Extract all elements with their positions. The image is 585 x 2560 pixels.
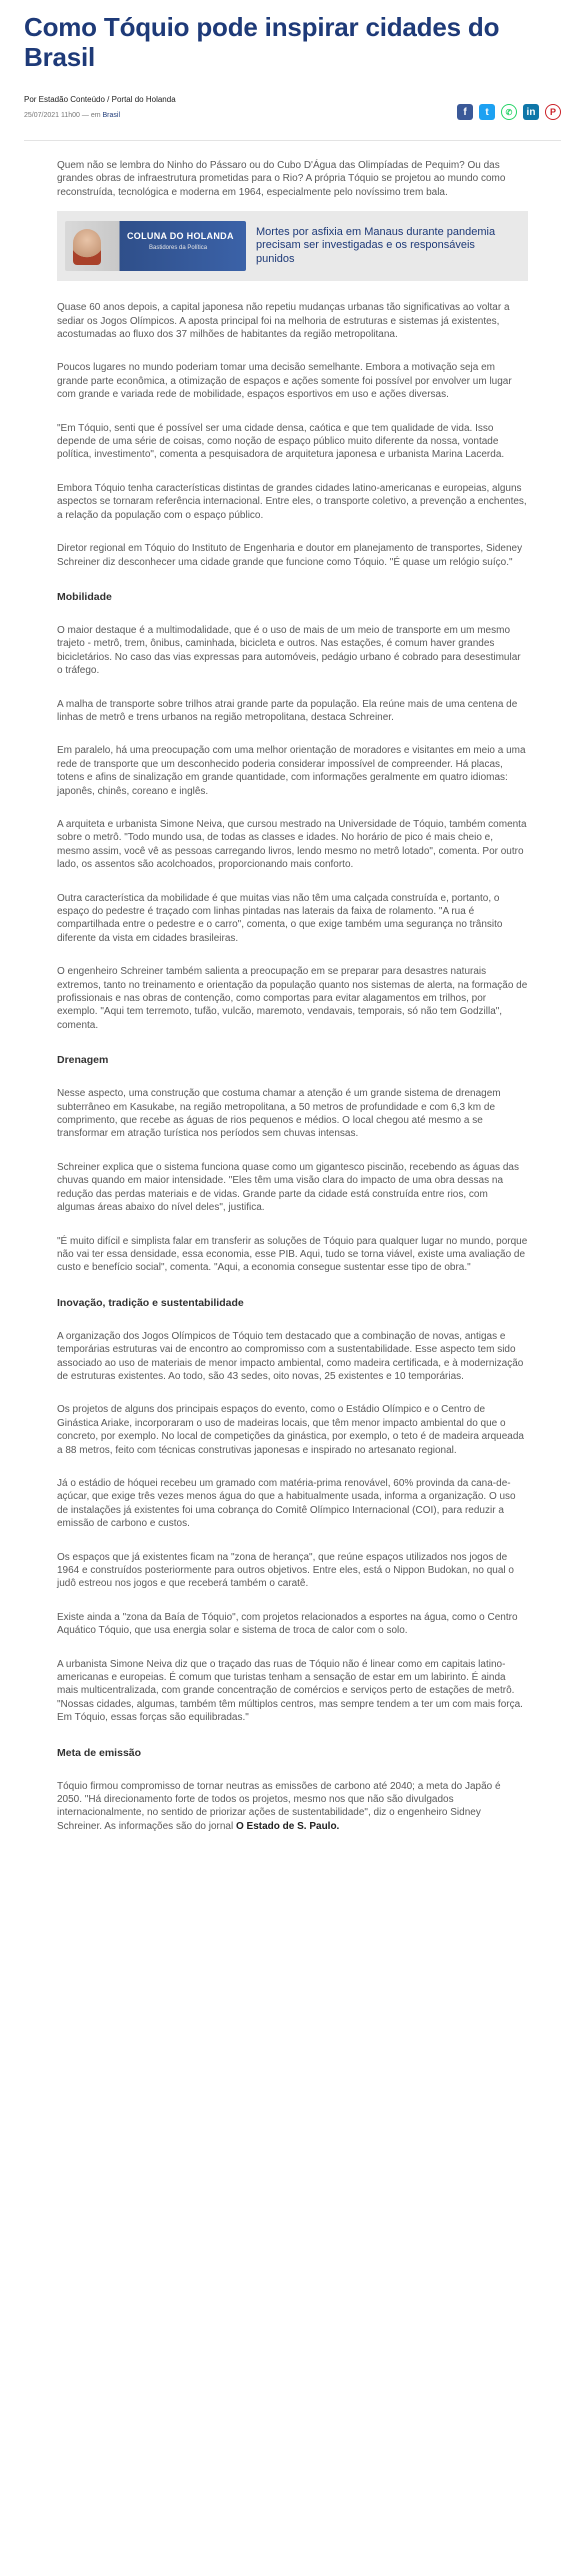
paragraph: A organização dos Jogos Olímpicos de Tóquio tem destacado que a combinação de novas, antigas e temporárias estruturas vai de encontro ao compromisso com a sustentabilidade. Esse aspecto tem sido associado ao uso de materiais de menor impacto ambiental, como madeira certificada, e à modernização de estruturas existentes. Ao todo, são 43 sedes, oito novas, 25 existentes e 10 temporárias. — [57, 1330, 524, 1382]
paragraph: A malha de transporte sobre trilhos atrai grande parte da população. Ela reúne mais de uma centena de linhas de metrô e trens urbanos na região metropolitana, destaca Schreiner. — [57, 698, 518, 723]
paragraph: Diretor regional em Tóquio do Instituto de Engenharia e doutor em planejamento de transportes, Sideney Schreiner diz desconhecer uma cidade grande que funcione como Tóquio. "É quase um relógio suíço." — [57, 543, 523, 568]
paragraph: Outra característica da mobilidade é que muitas vias não têm uma calçada construída e, portanto, o espaço do pedestre é traçado com linhas pintadas nas laterais da faixa de rolamento. "A rua é compartilhada entre o pedestre e o carro", comenta, o que exige também uma segurança no trânsito diferente da vista em cidades brasileiras. — [57, 892, 503, 944]
paragraph: Os projetos de alguns dos principais espaços do evento, como o Estádio Olímpico e o Centro de Ginástica Ariake, incorporaram o uso de madeiras locais, que têm menor impacto ambiental do que o concreto, por exemplo. No local de competições da ginástica, por exemplo, o teto é de madeira arqueada a 88 metros, feito com técnicas construtivas japonesas e inspirado no artesanato regional. — [57, 1404, 524, 1456]
date-separator: — em — [79, 112, 103, 119]
linkedin-icon[interactable]: in — [523, 104, 539, 120]
section-heading: Inovação, tradição e sustentabilidade — [57, 1296, 244, 1309]
paragraph: Quem não se lembra do Ninho do Pássaro ou do Cubo D'Água das Olimpíadas de Pequim? Ou das grandes obras de infraestrutura prometidas para o Rio? A própria Tóquio se projetou ao mundo como reconstruída, tecnológica e moderna em 1964, especialmente pelo novíssimo trem bala. — [57, 160, 506, 198]
article-header — [0, 0, 585, 134]
column-label: COLUNA DO HOLANDA — [127, 231, 234, 242]
paragraph: Em paralelo, há uma preocupação com uma melhor orientação de moradores e visitantes em meio a uma rede de transporte que um desconhecido poderia considerar impossível de compreender. Há placas, totens e afins de sinalização em grande quantidade, com informações geralmente em quatro idiomas: japonês, chinês, coreano e inglês. — [57, 745, 526, 797]
paragraph: O engenheiro Schreiner também salienta a preocupação em se preparar para desastres naturais extremos, tanto no treinamento e orientação da população quanto nos sistemas de alerta, na formação de profissionais e nas obras de contenção, como comportas para evitar alagamentos em trilhos, por exemplo. "Aqui tem terremoto, tufão, vulcão, maremoto, vendavais, temporais, só não tem Godzilla", comenta. — [57, 966, 528, 1031]
paragraph: Poucos lugares no mundo poderiam tomar uma decisão semelhante. Embora a motivação seja em grande parte econômica, a otimização de espaços e ações somente foi possível por envolver um lugar com grande e variada rede de mobilidade, espaços esportivos em uso e ações diversas. — [57, 362, 512, 401]
paragraph: Quase 60 anos depois, a capital japonesa não repetiu mudanças urbanas tão significativas ao voltar a sediar os Jogos Olímpicos. A aposta principal foi na melhoria de estruturas e sistemas já existentes, acostumadas ao fluxo dos 37 milhões de habitantes da região metropolitana. — [57, 302, 510, 341]
header-divider — [24, 140, 561, 141]
article-body — [0, 159, 585, 1833]
paragraph: "Em Tóquio, senti que é possível ser uma cidade densa, caótica e que tem qualidade de vida. Isso depende de uma série de coisas, como noção de espaço público muito diferente da nossa, vontade política, investimento", comenta a pesquisadora de arquitetura japonesa e urbanista Marina Lacerda. — [57, 422, 505, 461]
article-title: Como Tóquio pode inspirar cidades do Brasil — [24, 12, 500, 72]
paragraph: O maior destaque é a multimodalidade, que é o uso de mais de um meio de transporte em um mesmo trajeto - metrô, trem, ônibus, caminhada, bicicleta e outros. Nas estações, é comum haver grandes bicicletários. No caso das vias expressas para automóveis, pedágio urbano é cobrado para desestimular o tráfego. — [57, 624, 521, 677]
source-credit: O Estado de S. Paulo. — [235, 1820, 340, 1832]
twitter-icon[interactable]: t — [479, 104, 495, 120]
related-headline[interactable]: Mortes por asfixia em Manaus durante pandemia precisam ser investigadas e os responsáveis punidos — [256, 225, 496, 265]
paragraph: Schreiner explica que o sistema funciona quase como um gigantesco piscinão, recebendo as águas das chuvas quando em maior intensidade. "Eles têm uma visão clara do impacto de uma obra dessas na redução das perdas materiais e de vidas. Grande parte da cidade está construída entre rios, com algumas áreas abaixo do nível deles", justifica. — [57, 1161, 519, 1214]
paragraph: Os espaços que já existentes ficam na "zona de herança", que reúne espaços utilizados nos jogos de 1964 e construídos posteriormente para outros objetivos. Entre eles, está o Nippon Budokan, no qual o judô estreou nos jogos e que receberá também o caratê. — [57, 1551, 514, 1590]
whatsapp-icon[interactable]: ✆ — [501, 104, 517, 120]
share-bar — [457, 104, 561, 120]
paragraph-text: Tóquio firmou compromisso de tornar neutras as emissões de carbono até 2040; a meta do Japão é 2050. "Há direcionamento forte de todos os projetos, mesmo nos que não são divulgados internacionalmente, no sentido de priorizar ações de sustentabilidade", diz o engenheiro Sidney Schreiner. As informações são do jornal — [57, 1780, 501, 1832]
section-heading: Meta de emissão — [57, 1746, 142, 1759]
paragraph: "É muito difícil e simplista falar em transferir as soluções de Tóquio para qualquer lugar no mundo, porque não vai ter essa densidade, essa economia, esse PIB. Aqui, tudo se torna viável, existe uma avaliação de custo e benefício social", comenta. "Aqui, a economia consegue sustentar esse tipo de obra." — [57, 1235, 528, 1274]
article-byline[interactable]: Por Estadão Conteúdo / Portal do Holanda — [24, 95, 176, 104]
columnist-avatar — [73, 229, 101, 265]
pinterest-icon[interactable]: P — [545, 104, 561, 120]
paragraph: A arquiteta e urbanista Simone Neiva, que cursou mestrado na Universidade de Tóquio, também comenta sobre o metrô. "Todo mundo usa, de todas as classes e idades. No horário de pico é mais cheio e, mesmo assim, você vê as pessoas carregando livros, lendo mesmo no metrô lotado", comenta. Por outro lado, os assentos são acolchoados, proporcionando mais conforto. — [57, 818, 527, 871]
article-date: 25/07/2021 11h00 — [24, 112, 80, 119]
paragraph: Já o estádio de hóquei recebeu um gramado com matéria-prima renovável, 60% provinda da cana-de-açúcar, que exige três vezes menos água do que a habitualmente usada, informa a organização. O uso de instalações já existentes foi uma cobrança do Comitê Olímpico Internacional (COI), para reduzir a emissão de carbono e custos. — [57, 1477, 516, 1530]
article-meta — [24, 94, 561, 134]
facebook-icon[interactable]: f — [457, 104, 473, 120]
paragraph: Nesse aspecto, uma construção que costuma chamar a atenção é um grande sistema de drenagem subterrâneo em Kasukabe, na região metropolitana, a 50 metros de profundidade e com 6,3 km de comprimento, que recebe as águas de rios pequenos e médios. O local chegou até mesmo a se transformar em atração turística nos períodos sem chuvas intensas. — [57, 1088, 501, 1140]
column-logo — [65, 221, 246, 271]
column-sub-label: Bastidores da Política — [149, 245, 208, 252]
paragraph — [57, 1780, 528, 1834]
paragraph: Embora Tóquio tenha características distintas de grandes cidades latino-americanas e europeias, alguns aspectos se tornaram referência internacional. Entre eles, o transporte coletivo, a prevenção a enchentes, a relação da população com o espaço público. — [57, 482, 527, 521]
paragraph: Existe ainda a "zona da Baía de Tóquio", com projetos relacionados a esportes na água, como o Centro Aquático Tóquio, que usa energia solar e sistema de troca de calor com o solo. — [57, 1611, 518, 1637]
section-link[interactable]: Brasil — [102, 112, 121, 119]
related-column-banner[interactable] — [57, 211, 528, 281]
paragraph: A urbanista Simone Neiva diz que o traçado das ruas de Tóquio não é linear como em capitais latino-americanas e europeias. É comum que turistas tenham a sensação de estar em um labirinto. É ainda mais multicentralizada, com grande concentração de comércios e serviços perto de estações de metrô. "Nossas cidades, algumas, também têm múltiplos centros, mas sempre tendem a ter um com mais força. Em Tóquio, essas forças são equilibradas." — [57, 1658, 523, 1724]
section-heading: Drenagem — [57, 1054, 109, 1067]
section-heading: Mobilidade — [57, 590, 112, 603]
